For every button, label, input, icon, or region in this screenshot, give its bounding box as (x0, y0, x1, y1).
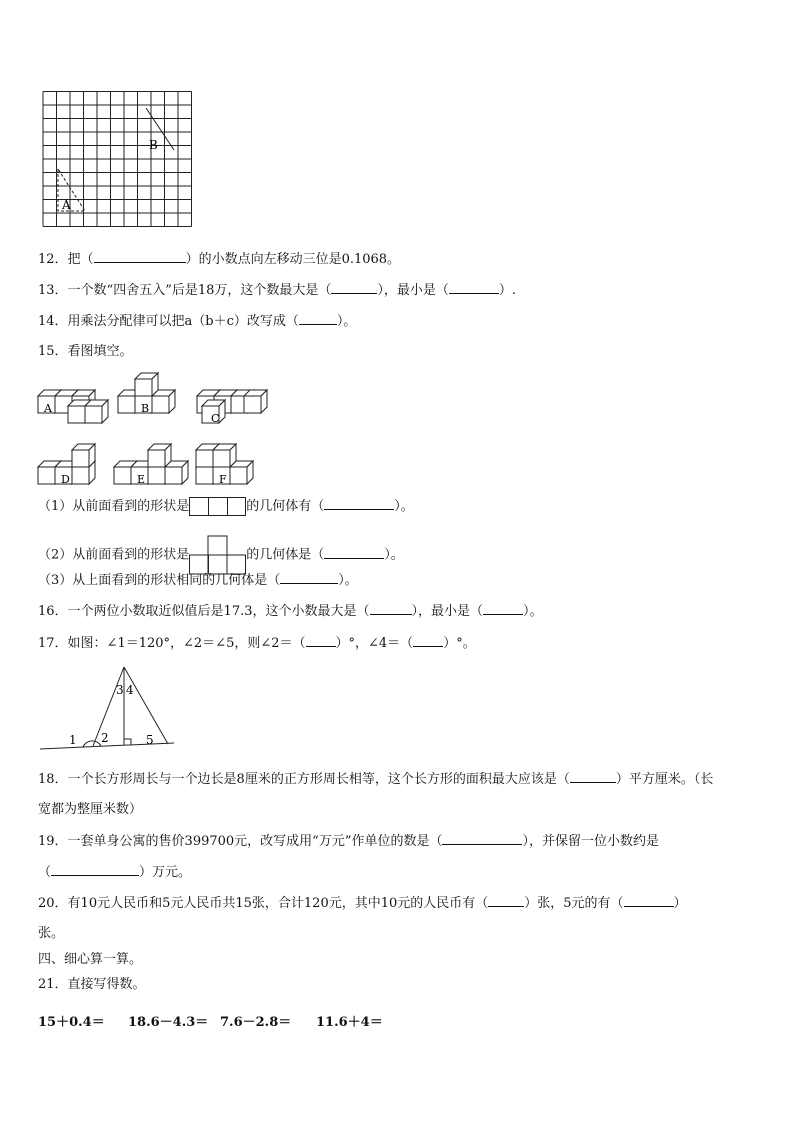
q19-number: 19． (38, 834, 68, 849)
section-4-title: 四、细心算一算。 (38, 952, 143, 967)
q19-post: ），并保留一位小数约是 (522, 834, 659, 849)
angle-label-4: 4 (126, 683, 134, 697)
cube-f-5 (213, 444, 236, 467)
q12-answer-blank[interactable] (94, 250, 186, 263)
cube-label-f: F (219, 473, 227, 486)
front-view-t-shape (189, 535, 246, 575)
q15-1-post: ）。 (394, 499, 414, 514)
q19-line2-pre: （ (38, 865, 52, 880)
calc-item-2: 18.6－4.3＝ (128, 1015, 209, 1030)
q21-text: 直接写得数。 (67, 977, 146, 992)
question-19 (38, 832, 659, 851)
q14-answer-blank[interactable] (299, 312, 337, 325)
q13-pre: 一个数“四舍五入”后是18万，这个数最大是（ (67, 283, 332, 298)
q14-number: 14． (38, 314, 68, 329)
question-16 (38, 602, 543, 621)
q16-pre: 一个两位小数取近似值后是17.3，这个小数最大是（ (67, 604, 370, 619)
q17-post: ）°。 (443, 636, 476, 651)
q15-1-mid: 的几何体有（ (246, 499, 325, 514)
cube-label-b: B (141, 402, 150, 415)
q18-line2: 宽都为整厘米数） (38, 802, 143, 817)
question-21 (38, 976, 146, 994)
calc-item-4: 11.6＋4＝ (316, 1015, 383, 1030)
q16-number: 16． (38, 604, 68, 619)
cube-d-4 (72, 444, 95, 467)
q20-mid: ）张，5元的有（ (524, 896, 624, 911)
question-18 (38, 770, 713, 789)
question-15-1 (38, 497, 414, 516)
calc-item-3: 7.6－2.8＝ (220, 1015, 292, 1030)
cube-b-4 (135, 373, 158, 396)
q16-answer-blank-max[interactable] (370, 602, 412, 615)
angle-label-2: 2 (101, 731, 109, 745)
q15-1-answer-blank[interactable] (324, 497, 394, 510)
q20-line2: 张。 (38, 926, 65, 941)
q15-2-answer-blank[interactable] (324, 546, 384, 559)
cube-e-4 (165, 461, 188, 484)
question-12 (38, 250, 400, 269)
cube-label-a: A (44, 402, 52, 415)
q16-post: ）。 (523, 604, 543, 619)
q13-number: 13． (38, 283, 68, 298)
q20-answer-blank-5yuan[interactable] (624, 894, 674, 907)
question-15 (38, 343, 133, 361)
q15-2-pre: （2）从前面看到的形状是 (38, 547, 190, 563)
label-a: A (62, 198, 71, 212)
q20-pre: 有10元人民币和5元人民币共15张，合计120元，其中10元的人民币有（ (67, 896, 489, 911)
question-15-2 (38, 535, 404, 575)
question-18-line2 (38, 801, 142, 819)
q15-3-post: ）。 (338, 573, 358, 588)
cube-label-e: E (137, 473, 146, 486)
q17-mid: ）°，∠4＝（ (335, 636, 414, 651)
question-20 (38, 894, 687, 913)
q13-mid: ），最小是（ (377, 283, 449, 298)
angle-label-1: 1 (69, 733, 77, 747)
grid-figure (40, 90, 194, 230)
question-15-3 (38, 571, 358, 590)
q19-answer-blank-wan[interactable] (442, 832, 522, 845)
q17-number: 17． (38, 636, 68, 651)
q15-3-pre: （3）从上面看到的形状相同的几何体是（ (38, 573, 281, 588)
q18-number: 18． (38, 772, 68, 787)
q16-mid: ），最小是（ (411, 604, 484, 619)
q20-answer-blank-10yuan[interactable] (488, 894, 524, 907)
calc-item-1: 15＋0.4＝ (38, 1015, 105, 1030)
cube-b-3 (152, 390, 175, 413)
question-17 (38, 634, 476, 653)
q12-post: ）的小数点向左移动三位是0.1068。 (185, 252, 401, 267)
q15-text: 看图填空。 (67, 344, 133, 359)
q12-pre: 把（ (67, 252, 94, 267)
angle-figure (38, 664, 178, 752)
label-b: B (149, 138, 158, 152)
q14-post: ）。 (336, 314, 357, 329)
q18-post: ）平方厘米。（长 (615, 772, 714, 787)
cube-a-5 (85, 400, 108, 423)
q13-answer-blank-max[interactable] (331, 281, 377, 294)
q15-1-pre: （1）从前面看到的形状是 (38, 499, 190, 514)
cube-f-3 (230, 461, 253, 484)
q18-answer-blank[interactable] (570, 770, 616, 783)
q17-answer-blank-angle2[interactable] (306, 634, 336, 647)
cube-c-5 (244, 390, 267, 413)
question-19-line2 (38, 863, 191, 882)
cube-label-c: C (211, 412, 220, 425)
q17-answer-blank-angle4[interactable] (413, 634, 443, 647)
q12-number: 12． (38, 252, 68, 267)
question-14 (38, 312, 356, 331)
q19-answer-blank-approx[interactable] (51, 863, 139, 876)
cube-e-5 (148, 444, 171, 467)
cube-label-d: D (61, 473, 70, 486)
q21-number: 21． (38, 977, 68, 992)
q15-number: 15． (38, 344, 68, 359)
question-13 (38, 281, 516, 300)
q20-number: 20． (38, 896, 68, 911)
q13-post: ）. (498, 283, 517, 298)
front-view-three-squares (189, 497, 246, 516)
angle-label-5: 5 (146, 733, 154, 747)
q13-answer-blank-min[interactable] (449, 281, 499, 294)
q19-pre: 一套单身公寓的售价399700元，改写成用“万元”作单位的数是（ (67, 834, 443, 849)
q15-2-mid: 的几何体是（ (246, 547, 325, 563)
q14-pre: 用乘法分配律可以把a（b＋c）改写成（ (67, 314, 299, 329)
q16-answer-blank-min[interactable] (483, 602, 523, 615)
q20-post: ） (673, 896, 687, 911)
q15-3-answer-blank[interactable] (280, 571, 338, 584)
q15-2-post: ）。 (384, 547, 404, 563)
q19-line2-post: ）万元。 (139, 865, 192, 880)
cube-figures (34, 366, 274, 494)
q18-pre: 一个长方形周长与一个边长是8厘米的正方形周长相等，这个长方形的面积最大应该是（ (67, 772, 570, 787)
question-20-line2 (38, 925, 64, 943)
angle-label-3: 3 (116, 683, 124, 697)
q17-pre: 如图：∠1＝120°，∠2＝∠5，则∠2＝（ (67, 636, 306, 651)
